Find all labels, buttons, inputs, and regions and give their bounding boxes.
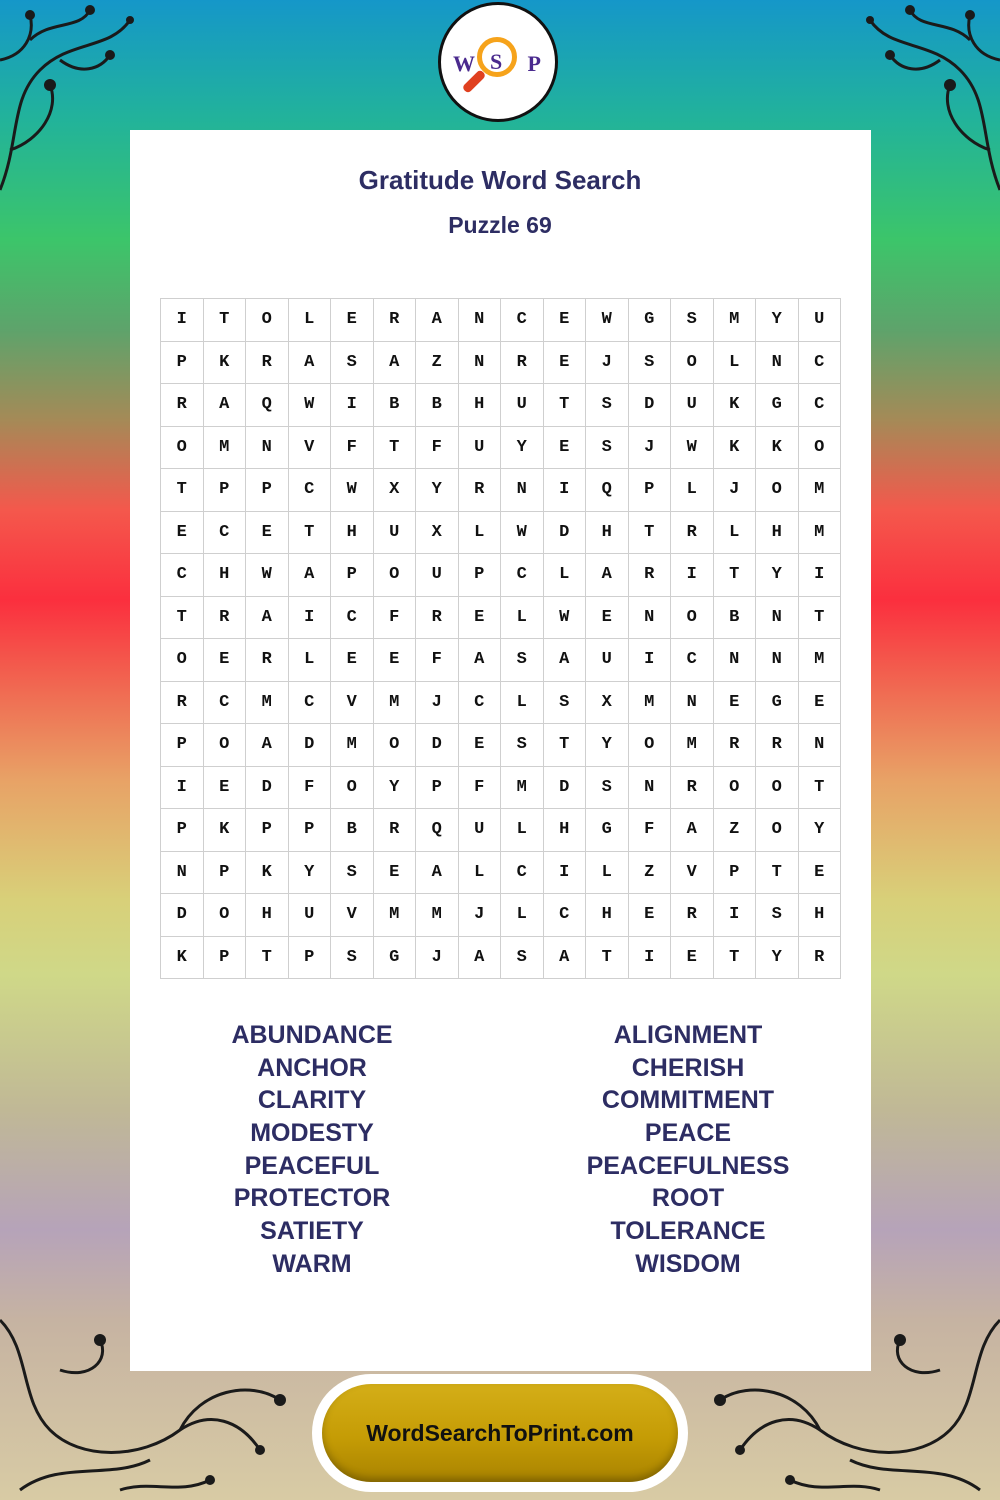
grid-cell[interactable]: N [628, 596, 671, 639]
grid-row [161, 681, 841, 724]
grid-cell[interactable]: O [331, 766, 374, 809]
grid-cell[interactable]: R [246, 341, 289, 384]
word-list-item: WISDOM [635, 1249, 741, 1278]
grid-cell[interactable]: P [628, 469, 671, 512]
grid-cell[interactable]: U [458, 426, 501, 469]
grid-cell[interactable]: P [416, 766, 459, 809]
grid-cell[interactable]: C [203, 511, 246, 554]
grid-cell[interactable]: O [161, 426, 204, 469]
grid-cell[interactable]: L [288, 299, 331, 342]
grid-cell[interactable]: P [161, 724, 204, 767]
grid-cell[interactable]: U [671, 384, 714, 427]
puzzle-number: Puzzle 69 [448, 212, 552, 238]
grid-cell[interactable]: R [501, 341, 544, 384]
grid-cell[interactable]: T [798, 766, 841, 809]
grid-cell[interactable]: C [161, 554, 204, 597]
grid-cell[interactable]: T [203, 299, 246, 342]
grid-cell[interactable]: B [331, 809, 374, 852]
grid-cell[interactable]: R [416, 596, 459, 639]
grid-cell[interactable]: D [161, 894, 204, 937]
grid-cell[interactable]: W [501, 511, 544, 554]
grid-cell[interactable]: O [203, 894, 246, 937]
grid-cell[interactable]: W [288, 384, 331, 427]
grid-cell[interactable]: S [756, 894, 799, 937]
grid-cell[interactable]: M [416, 894, 459, 937]
grid-cell[interactable]: V [671, 851, 714, 894]
grid-cell[interactable]: C [288, 469, 331, 512]
grid-row [161, 299, 841, 342]
grid-cell[interactable]: Z [416, 341, 459, 384]
grid-cell[interactable]: H [331, 511, 374, 554]
grid-cell[interactable]: P [288, 809, 331, 852]
grid-cell[interactable]: W [586, 299, 629, 342]
grid-cell[interactable]: S [331, 936, 374, 979]
grid-cell[interactable]: K [203, 341, 246, 384]
grid-cell[interactable]: P [246, 809, 289, 852]
grid-cell[interactable]: N [671, 681, 714, 724]
grid-cell[interactable]: Y [586, 724, 629, 767]
grid-cell[interactable]: I [161, 766, 204, 809]
grid-cell[interactable]: D [628, 384, 671, 427]
grid-cell[interactable]: A [416, 299, 459, 342]
grid-cell[interactable]: W [331, 469, 374, 512]
grid-cell[interactable]: S [586, 766, 629, 809]
grid-cell[interactable]: E [543, 299, 586, 342]
grid-cell[interactable]: S [586, 384, 629, 427]
word-list-item: MODESTY [250, 1119, 374, 1148]
grid-row [161, 936, 841, 979]
grid-cell[interactable]: V [331, 681, 374, 724]
grid-cell[interactable]: Q [416, 809, 459, 852]
grid-cell[interactable]: I [798, 554, 841, 597]
grid-cell[interactable]: P [288, 936, 331, 979]
grid-cell[interactable]: L [501, 809, 544, 852]
grid-cell[interactable]: R [798, 936, 841, 979]
grid-cell[interactable]: F [458, 766, 501, 809]
grid-cell[interactable]: S [331, 341, 374, 384]
grid-cell[interactable]: S [543, 681, 586, 724]
grid-cell[interactable]: L [288, 639, 331, 682]
grid-cell[interactable]: N [756, 639, 799, 682]
grid-cell[interactable]: S [501, 724, 544, 767]
grid-cell[interactable]: N [458, 299, 501, 342]
grid-row [161, 469, 841, 512]
word-list-item: ABUNDANCE [231, 1021, 393, 1049]
letter-grid [160, 298, 841, 979]
grid-cell[interactable]: I [628, 936, 671, 979]
grid-row [161, 809, 841, 852]
grid-cell[interactable]: L [713, 341, 756, 384]
grid-cell[interactable]: X [416, 511, 459, 554]
grid-cell[interactable]: T [628, 511, 671, 554]
grid-cell[interactable]: S [671, 299, 714, 342]
wsp-logo [438, 2, 558, 122]
grid-cell[interactable]: M [798, 511, 841, 554]
grid-cell[interactable]: A [246, 596, 289, 639]
grid-cell[interactable]: A [543, 639, 586, 682]
grid-cell[interactable]: O [203, 724, 246, 767]
grid-cell[interactable]: A [288, 341, 331, 384]
grid-cell[interactable]: L [501, 596, 544, 639]
grid-cell[interactable]: O [798, 426, 841, 469]
grid-cell[interactable]: W [543, 596, 586, 639]
grid-cell[interactable]: K [161, 936, 204, 979]
grid-cell[interactable]: O [246, 299, 289, 342]
word-list-item: CHERISH [631, 1053, 745, 1082]
website-link-button[interactable]: WordSearchToPrint.com [322, 1384, 678, 1482]
grid-cell[interactable]: N [246, 426, 289, 469]
grid-cell[interactable]: H [246, 894, 289, 937]
grid-cell[interactable]: K [713, 384, 756, 427]
grid-cell[interactable]: Y [798, 809, 841, 852]
grid-cell[interactable]: H [756, 511, 799, 554]
grid-cell[interactable]: H [203, 554, 246, 597]
grid-cell[interactable]: E [373, 851, 416, 894]
word-list-item: PROTECTOR [233, 1184, 391, 1213]
grid-row [161, 894, 841, 937]
grid-cell[interactable]: E [373, 639, 416, 682]
grid-row [161, 596, 841, 639]
grid-cell[interactable]: E [798, 681, 841, 724]
grid-row [161, 384, 841, 427]
grid-row [161, 554, 841, 597]
grid-cell[interactable]: L [671, 469, 714, 512]
grid-cell[interactable]: F [416, 426, 459, 469]
grid-cell[interactable]: O [671, 341, 714, 384]
grid-cell[interactable]: T [798, 596, 841, 639]
grid-cell[interactable]: E [543, 426, 586, 469]
grid-cell[interactable]: F [288, 766, 331, 809]
grid-cell[interactable]: F [416, 639, 459, 682]
grid-cell[interactable]: A [246, 724, 289, 767]
grid-cell[interactable]: O [713, 766, 756, 809]
grid-cell[interactable]: M [798, 639, 841, 682]
grid-cell[interactable]: F [331, 426, 374, 469]
grid-cell[interactable]: N [756, 341, 799, 384]
word-list-item: ALIGNMENT [613, 1021, 763, 1049]
grid-cell[interactable]: R [246, 639, 289, 682]
grid-cell[interactable]: W [246, 554, 289, 597]
grid-cell[interactable]: F [628, 809, 671, 852]
grid-cell[interactable]: C [798, 341, 841, 384]
grid-cell[interactable]: J [713, 469, 756, 512]
grid-cell[interactable]: E [671, 936, 714, 979]
grid-cell[interactable]: R [713, 724, 756, 767]
grid-cell[interactable]: S [501, 936, 544, 979]
grid-cell[interactable]: E [331, 639, 374, 682]
grid-cell[interactable]: H [586, 894, 629, 937]
grid-cell[interactable]: S [501, 639, 544, 682]
grid-cell[interactable]: H [798, 894, 841, 937]
grid-cell[interactable]: A [416, 851, 459, 894]
puzzle-title: Gratitude Word Search [358, 165, 642, 195]
grid-cell[interactable]: Z [628, 851, 671, 894]
grid-cell[interactable]: H [586, 511, 629, 554]
grid-cell[interactable]: L [543, 554, 586, 597]
grid-cell[interactable]: E [331, 299, 374, 342]
grid-cell[interactable]: B [713, 596, 756, 639]
grid-cell[interactable]: P [458, 554, 501, 597]
grid-cell[interactable]: S [628, 341, 671, 384]
grid-cell[interactable]: R [671, 766, 714, 809]
word-list-item: COMMITMENT [601, 1086, 775, 1115]
grid-cell[interactable]: R [203, 596, 246, 639]
grid-cell[interactable]: L [501, 681, 544, 724]
grid-cell[interactable]: X [586, 681, 629, 724]
grid-cell[interactable]: R [373, 299, 416, 342]
grid-cell[interactable]: A [203, 384, 246, 427]
word-list-item: SATIETY [260, 1217, 364, 1246]
grid-cell[interactable]: L [458, 511, 501, 554]
grid-cell[interactable]: K [713, 426, 756, 469]
grid-cell[interactable]: U [458, 809, 501, 852]
grid-cell[interactable]: R [161, 384, 204, 427]
grid-cell[interactable]: P [161, 341, 204, 384]
grid-cell[interactable]: I [543, 851, 586, 894]
grid-cell[interactable]: Y [756, 554, 799, 597]
grid-cell[interactable]: U [288, 894, 331, 937]
grid-cell[interactable]: O [756, 809, 799, 852]
grid-row [161, 639, 841, 682]
grid-cell[interactable]: B [373, 384, 416, 427]
grid-cell[interactable]: O [671, 596, 714, 639]
grid-cell[interactable]: E [203, 766, 246, 809]
word-list-left [162, 1019, 462, 1281]
grid-cell[interactable]: J [458, 894, 501, 937]
grid-cell[interactable]: R [628, 554, 671, 597]
grid-cell[interactable]: T [713, 936, 756, 979]
grid-cell[interactable]: N [756, 596, 799, 639]
grid-cell[interactable]: E [543, 341, 586, 384]
grid-cell[interactable]: T [543, 384, 586, 427]
grid-cell[interactable]: N [798, 724, 841, 767]
grid-cell[interactable]: G [628, 299, 671, 342]
logo-letter-s: S [490, 49, 503, 74]
word-list-item: PEACEFUL [244, 1151, 380, 1180]
grid-cell[interactable]: P [331, 554, 374, 597]
grid-cell[interactable]: C [458, 681, 501, 724]
grid-cell[interactable]: C [671, 639, 714, 682]
grid-row [161, 341, 841, 384]
grid-cell[interactable]: Q [586, 469, 629, 512]
grid-cell[interactable]: R [161, 681, 204, 724]
grid-cell[interactable]: D [288, 724, 331, 767]
grid-cell[interactable]: Y [288, 851, 331, 894]
grid-cell[interactable]: E [586, 596, 629, 639]
grid-cell[interactable]: M [628, 681, 671, 724]
grid-cell[interactable]: P [203, 469, 246, 512]
grid-cell[interactable]: C [501, 554, 544, 597]
grid-cell[interactable]: R [373, 809, 416, 852]
grid-cell[interactable]: G [756, 384, 799, 427]
grid-cell[interactable]: D [543, 511, 586, 554]
grid-cell[interactable]: W [671, 426, 714, 469]
grid-cell[interactable]: O [756, 469, 799, 512]
grid-cell[interactable]: O [373, 554, 416, 597]
grid-cell[interactable]: U [798, 299, 841, 342]
grid-cell[interactable]: U [416, 554, 459, 597]
grid-cell[interactable]: T [161, 469, 204, 512]
grid-cell[interactable]: V [288, 426, 331, 469]
grid-cell[interactable]: Y [756, 299, 799, 342]
grid-cell[interactable]: Y [416, 469, 459, 512]
grid-cell[interactable]: I [713, 894, 756, 937]
grid-cell[interactable]: K [756, 426, 799, 469]
grid-cell[interactable]: O [628, 724, 671, 767]
grid-cell[interactable]: C [543, 894, 586, 937]
grid-cell[interactable]: M [798, 469, 841, 512]
grid-cell[interactable]: S [586, 426, 629, 469]
grid-cell[interactable]: Y [756, 936, 799, 979]
grid-cell[interactable]: C [203, 681, 246, 724]
grid-cell[interactable]: Y [501, 426, 544, 469]
grid-cell[interactable]: E [203, 639, 246, 682]
grid-cell[interactable]: L [501, 894, 544, 937]
grid-cell[interactable]: L [458, 851, 501, 894]
grid-cell[interactable]: I [628, 639, 671, 682]
logo-letter-p: P [527, 51, 541, 76]
logo-letter-w: W [453, 51, 475, 76]
grid-cell[interactable]: U [373, 511, 416, 554]
grid-cell[interactable]: N [161, 851, 204, 894]
word-list-item: ROOT [651, 1184, 725, 1213]
grid-cell[interactable]: E [246, 511, 289, 554]
grid-cell[interactable]: M [246, 681, 289, 724]
grid-cell[interactable]: N [628, 766, 671, 809]
grid-cell[interactable]: R [671, 511, 714, 554]
grid-cell[interactable]: M [713, 299, 756, 342]
word-list-item: WARM [272, 1249, 352, 1278]
grid-cell[interactable]: A [671, 809, 714, 852]
grid-cell[interactable]: I [288, 596, 331, 639]
grid-cell[interactable]: J [628, 426, 671, 469]
grid-row [161, 766, 841, 809]
grid-cell[interactable]: D [416, 724, 459, 767]
grid-cell[interactable]: L [713, 511, 756, 554]
grid-cell[interactable]: T [246, 936, 289, 979]
grid-cell[interactable]: E [458, 724, 501, 767]
grid-cell[interactable]: U [586, 639, 629, 682]
grid-cell[interactable]: N [458, 341, 501, 384]
grid-cell[interactable]: Q [246, 384, 289, 427]
grid-cell[interactable]: L [586, 851, 629, 894]
grid-cell[interactable]: A [458, 639, 501, 682]
grid-cell[interactable]: J [416, 936, 459, 979]
grid-cell[interactable]: C [501, 299, 544, 342]
grid-cell[interactable]: A [458, 936, 501, 979]
grid-cell[interactable]: H [543, 809, 586, 852]
grid-cell[interactable]: M [501, 766, 544, 809]
grid-cell[interactable]: T [373, 426, 416, 469]
grid-cell[interactable]: P [246, 469, 289, 512]
grid-cell[interactable]: M [203, 426, 246, 469]
grid-cell[interactable]: E [628, 894, 671, 937]
grid-cell[interactable]: R [458, 469, 501, 512]
grid-cell[interactable]: S [331, 851, 374, 894]
grid-cell[interactable]: G [586, 809, 629, 852]
grid-cell[interactable]: E [798, 851, 841, 894]
grid-cell[interactable]: T [288, 511, 331, 554]
word-list-item: ANCHOR [257, 1053, 367, 1082]
grid-cell[interactable]: B [416, 384, 459, 427]
grid-row [161, 426, 841, 469]
grid-cell[interactable]: V [331, 894, 374, 937]
grid-cell[interactable]: H [458, 384, 501, 427]
grid-cell[interactable]: U [501, 384, 544, 427]
grid-cell[interactable]: C [798, 384, 841, 427]
grid-cell[interactable]: O [373, 724, 416, 767]
grid-cell[interactable]: E [161, 511, 204, 554]
word-list-item: PEACEFULNESS [586, 1151, 790, 1180]
grid-cell[interactable]: A [373, 341, 416, 384]
grid-cell[interactable]: R [756, 724, 799, 767]
grid-cell[interactable]: D [246, 766, 289, 809]
grid-cell[interactable]: M [331, 724, 374, 767]
grid-cell[interactable]: T [586, 936, 629, 979]
grid-cell[interactable]: R [671, 894, 714, 937]
grid-cell[interactable]: T [756, 851, 799, 894]
word-list-item: PEACE [644, 1119, 732, 1148]
grid-cell[interactable]: P [203, 851, 246, 894]
grid-cell[interactable]: X [373, 469, 416, 512]
word-list-item: CLARITY [257, 1086, 367, 1115]
grid-cell[interactable]: G [373, 936, 416, 979]
grid-cell[interactable]: N [713, 639, 756, 682]
grid-cell[interactable]: Y [373, 766, 416, 809]
grid-cell[interactable]: J [586, 341, 629, 384]
grid-cell[interactable]: C [288, 681, 331, 724]
grid-cell[interactable]: O [756, 766, 799, 809]
grid-cell[interactable]: I [671, 554, 714, 597]
grid-row [161, 724, 841, 767]
grid-cell[interactable]: T [713, 554, 756, 597]
grid-cell[interactable]: M [373, 681, 416, 724]
grid-cell[interactable]: I [161, 299, 204, 342]
grid-cell[interactable]: I [543, 469, 586, 512]
word-list-right [538, 1019, 838, 1281]
grid-cell[interactable]: O [161, 639, 204, 682]
word-list-item: TOLERANCE [610, 1217, 766, 1246]
grid-cell[interactable]: T [543, 724, 586, 767]
grid-cell[interactable]: I [331, 384, 374, 427]
grid-cell[interactable]: P [203, 936, 246, 979]
grid-cell[interactable]: E [713, 681, 756, 724]
grid-cell[interactable]: M [373, 894, 416, 937]
grid-row [161, 511, 841, 554]
grid-cell[interactable]: C [331, 596, 374, 639]
grid-cell[interactable]: P [161, 809, 204, 852]
grid-row [161, 851, 841, 894]
grid-cell[interactable]: J [416, 681, 459, 724]
grid-cell[interactable]: A [543, 936, 586, 979]
grid-cell[interactable]: A [288, 554, 331, 597]
grid-cell[interactable]: M [671, 724, 714, 767]
grid-cell[interactable]: D [543, 766, 586, 809]
grid-cell[interactable]: N [501, 469, 544, 512]
grid-cell[interactable]: K [246, 851, 289, 894]
grid-cell[interactable]: G [756, 681, 799, 724]
grid-cell[interactable]: E [458, 596, 501, 639]
grid-cell[interactable]: C [501, 851, 544, 894]
grid-cell[interactable]: F [373, 596, 416, 639]
grid-cell[interactable]: P [713, 851, 756, 894]
grid-cell[interactable]: T [161, 596, 204, 639]
grid-cell[interactable]: K [203, 809, 246, 852]
grid-cell[interactable]: Z [713, 809, 756, 852]
grid-cell[interactable]: A [586, 554, 629, 597]
